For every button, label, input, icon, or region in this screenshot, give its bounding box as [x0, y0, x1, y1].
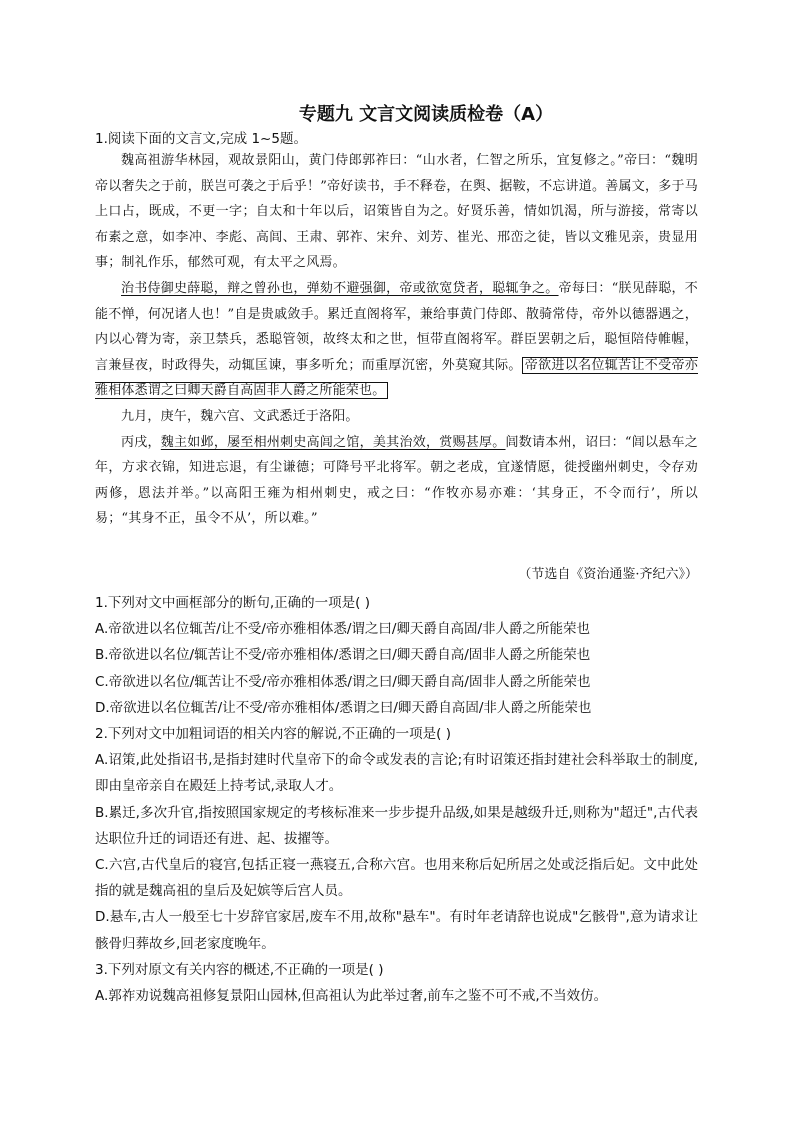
instruction: 1.阅读下面的文言文,完成 1~5题。: [95, 131, 307, 147]
page-title: [0, 100, 794, 126]
boxed-sentence: 帝欲进以名位辄苦让不受帝亦雅相体悉谓之曰卿天爵自高固非人爵之所能荣也。: [95, 357, 698, 399]
question-2-option-c: C.六宫,古代皇后的寝宫,包括正寝一燕寝五,合称六宫。也用来称后妃所居之处或泛指后妃。文中此处指的就是魏高祖的皇后及妃嫔等后宫人员。: [95, 857, 698, 900]
passage-paragraph-4: [95, 430, 698, 532]
question-1-option-b: B.帝欲进以名位/辄苦让不受/帝亦雅相体/悉谓之曰/卿天爵自高/固非人爵之所能荣也: [95, 647, 591, 664]
question-2-option-a: A.诏策,此处指诏书,是指封建时代皇帝下的命令或发表的言论;有时诏策还指封建社会科举取士的制度,即由皇帝亲自在殿廷上持考试,录取人才。: [95, 752, 698, 795]
passage-text: 丙戌，: [121, 434, 161, 450]
question-1-stem: 1.下列对文中画框部分的断句,正确的一项是( ): [95, 595, 370, 611]
passage-paragraph-3: 九月，庚午，魏六宫、文武悉迁于洛阳。: [121, 408, 359, 424]
passage-text: 闾数请本州，诏曰：“闾以悬车之年，方求衣锦，知进忘退，有尘谦德；可降号平北将军。朝之老成，宜遂情愿，徙授幽州刺史，令存劝两修，恩法并举。”以高阳王雍为相州刺史，戒之曰：“作牧亦易亦难：‘其身正，不令而行’，所以易；“其身不正，虽令不从’，所以难。”: [95, 434, 698, 527]
title-suffix: （A）: [503, 104, 554, 125]
title-main: 专题九 文言文阅读质检卷: [298, 104, 504, 125]
question-3-option-a: A.郭祚劝说魏高祖修复景阳山园林,但高祖认为此举过奢,前车之鉴不可不戒,不当效仿。: [95, 988, 608, 1005]
classical-passage: [95, 148, 698, 532]
question-2-option-d: D.悬车,古人一般至七十岁辞官家居,废车不用,故称"悬车"。有时年老请辞也说成"乞骸骨",意为请求让骸骨归葬故乡,回老家度晚年。: [95, 909, 698, 952]
question-list: [95, 590, 698, 1009]
source-citation: （节选自《资治通鉴·齐纪六》）: [518, 567, 698, 582]
passage-text: 帝每曰：“朕见薛聪，不能不惮，何况诸人也！”自是贵戚敛手。累迁直阁将军，兼给事黄门侍郎、散骑常侍，帝外以德器遇之，内以心膂为寄，亲卫禁兵，悉聪管领，故终太和之世，恒带直阁将军。群臣罢朝之后，聪恒陪侍帷幄，言兼昼夜，时政得失，动辄匡谏，事多听允；而重厚沉密，外莫窥其际。: [95, 280, 698, 373]
question-3-stem: 3.下列对原文有关内容的概述,不正确的一项是( ): [95, 961, 384, 978]
question-1-option-d: D.帝欲进以名位辄苦/让不受/帝亦雅相体/悉谓之曰/卿天爵自高固/非人爵之所能荣也: [95, 699, 592, 716]
question-1-option-c: C.帝欲进以名位/辄苦让不受/帝亦雅相体悉/谓之曰/卿天爵自高/固非人爵之所能荣也: [95, 673, 591, 690]
question-2-stem: 2.下列对文中加粗词语的相关内容的解说,不正确的一项是( ): [95, 726, 451, 743]
underlined-sentence: 魏主如邺，屡至相州刺史高闾之馆，美其治效，赏赐甚厚。: [160, 434, 506, 450]
passage-paragraph-1: 魏高祖游华林园，观故景阳山，黄门侍郎郭祚曰：“山水者，仁智之所乐，宜复修之。”帝曰：“魏明帝以奢失之于前，朕岂可袭之于后乎！”帝好读书，手不释卷，在舆、据鞍，不忘讲道。善属文，多于马上口占，既成，不更一字；自太和十年以后，诏策皆自为之。好贤乐善，情如饥渴，所与游接，常寄以布素之意，如李冲、李彪、高闾、王肃、郭祚、宋弁、刘芳、崔光、邢峦之徒，皆以文雅见亲，贵显用事；制礼作乐，郁然可观，有太平之风焉。: [95, 153, 698, 271]
question-2-option-b: B.累迁,多次升官,指按照国家规定的考核标准来一步步提升品级,如果是越级升迁,则称为"超迁",古代表达职位升迁的词语还有进、起、拔擢等。: [95, 804, 698, 847]
question-1-option-a: A.帝欲进以名位辄苦/让不受/帝亦雅相体悉/谓之曰/卿天爵自高固/非人爵之所能荣也: [95, 621, 591, 638]
underlined-sentence: 治书侍御史薛聪，辩之曾孙也，弹劾不避强御，帝或欲宽贷者，聪辄争之。: [121, 280, 559, 296]
passage-paragraph-2: [95, 276, 698, 404]
